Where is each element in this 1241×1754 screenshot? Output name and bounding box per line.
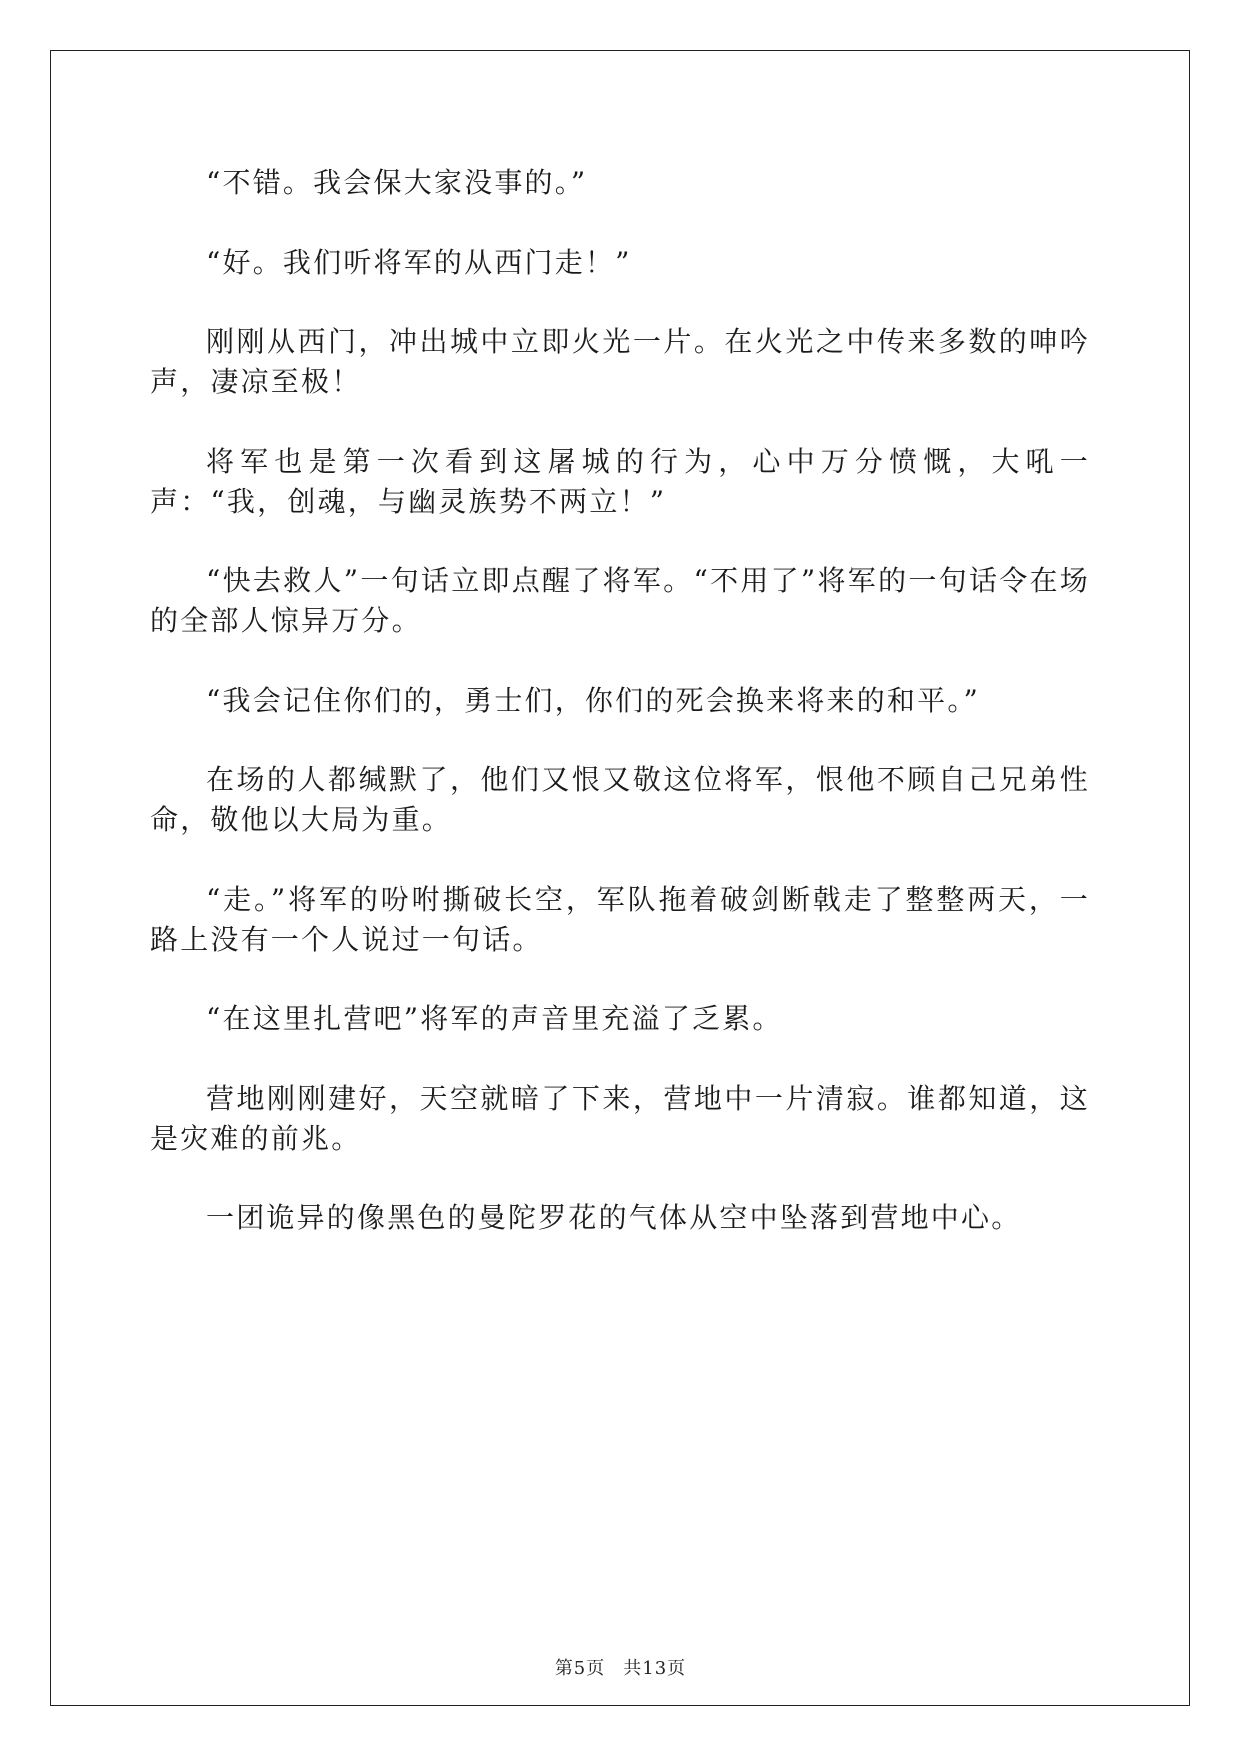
paragraph-1: “不错。我会保大家没事的。” (206, 166, 588, 199)
paragraph-5: “快去救人”一句话立即点醒了将军。“不用了”将军的一句话令在场的全部人惊异万分。 (150, 564, 1090, 637)
paragraph-9: “在这里扎营吧”将军的声音里充溢了乏累。 (206, 1002, 783, 1035)
page-number: 第5页 (554, 1658, 606, 1679)
paragraph-10: 营地刚刚建好，天空就暗了下来，营地中一片清寂。谁都知道，这是灾难的前兆。 (150, 1081, 1090, 1155)
paragraph-4: 将军也是第一次看到这屠城的行为，心中万分愤慨，大吼一声：“我，创魂，与幽灵族势不两立！” (150, 444, 1090, 518)
total-pages: 共13页 (623, 1658, 687, 1679)
paragraph-6: “我会记住你们的，勇士们，你们的死会换来将来的和平。” (206, 683, 981, 717)
document-body (150, 163, 1090, 1278)
paragraph-3: 刚刚从西门，冲出城中立即火光一片。在火光之中传来多数的呻吟声，凄凉至极！ (150, 325, 1090, 398)
paragraph-2: “好。我们听将军的从西门走！” (206, 245, 632, 279)
paragraph-7: 在场的人都缄默了，他们又恨又敬这位将军，恨他不顾自己兄弟性命，敬他以大局为重。 (150, 763, 1090, 836)
page-footer (0, 1654, 1241, 1680)
paragraph-11: 一团诡异的像黑色的曼陀罗花的气体从空中坠落到营地中心。 (206, 1201, 1022, 1234)
paragraph-8: “走。”将军的吩咐撕破长空，军队拖着破剑断戟走了整整两天，一路上没有一个人说过一句话。 (150, 882, 1090, 956)
